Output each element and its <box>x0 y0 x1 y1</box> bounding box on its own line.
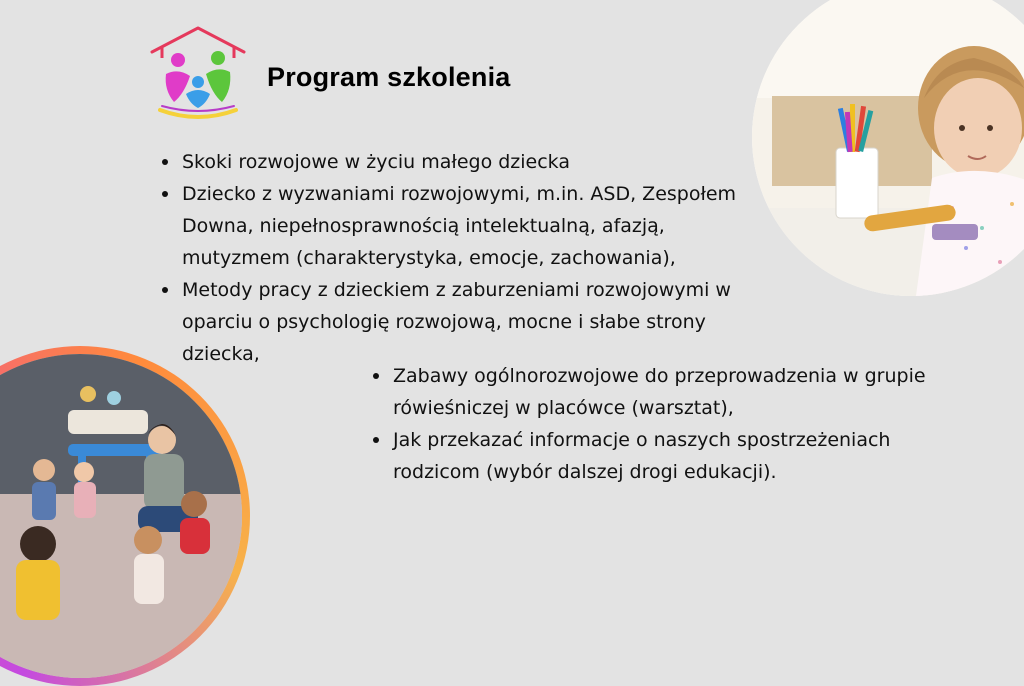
list-item: Skoki rozwojowe w życiu małego dziecka <box>162 146 752 178</box>
page-title: Program szkolenia <box>267 62 511 92</box>
program-list-secondary <box>373 360 953 488</box>
list-item: Metody pracy z dzieckiem z zaburzeniami rozwojowymi w oparciu o psychologię rozwojową, mocne i słabe strony dziecka, <box>162 274 752 370</box>
list-item: Jak przekazać informacje o naszych spostrzeżeniach rodzicom (wybór dalszej drogi edukacji). <box>373 424 953 488</box>
list-item: Dziecko z wyzwaniami rozwojowymi, m.in. ASD, Zespołem Downa, niepełnosprawnością intelektualną, afazją, mutyzmem (charakterystyka, emocje, zachowania), <box>162 178 752 274</box>
photo-teacher-with-children <box>0 346 250 686</box>
list-item: Zabawy ogólnorozwojowe do przeprowadzenia w grupie rówieśniczej w placówce (warsztat), <box>373 360 953 424</box>
photo-girl-with-crayons <box>752 0 1024 296</box>
family-house-logo-icon <box>148 24 248 126</box>
program-list-primary <box>162 146 752 370</box>
